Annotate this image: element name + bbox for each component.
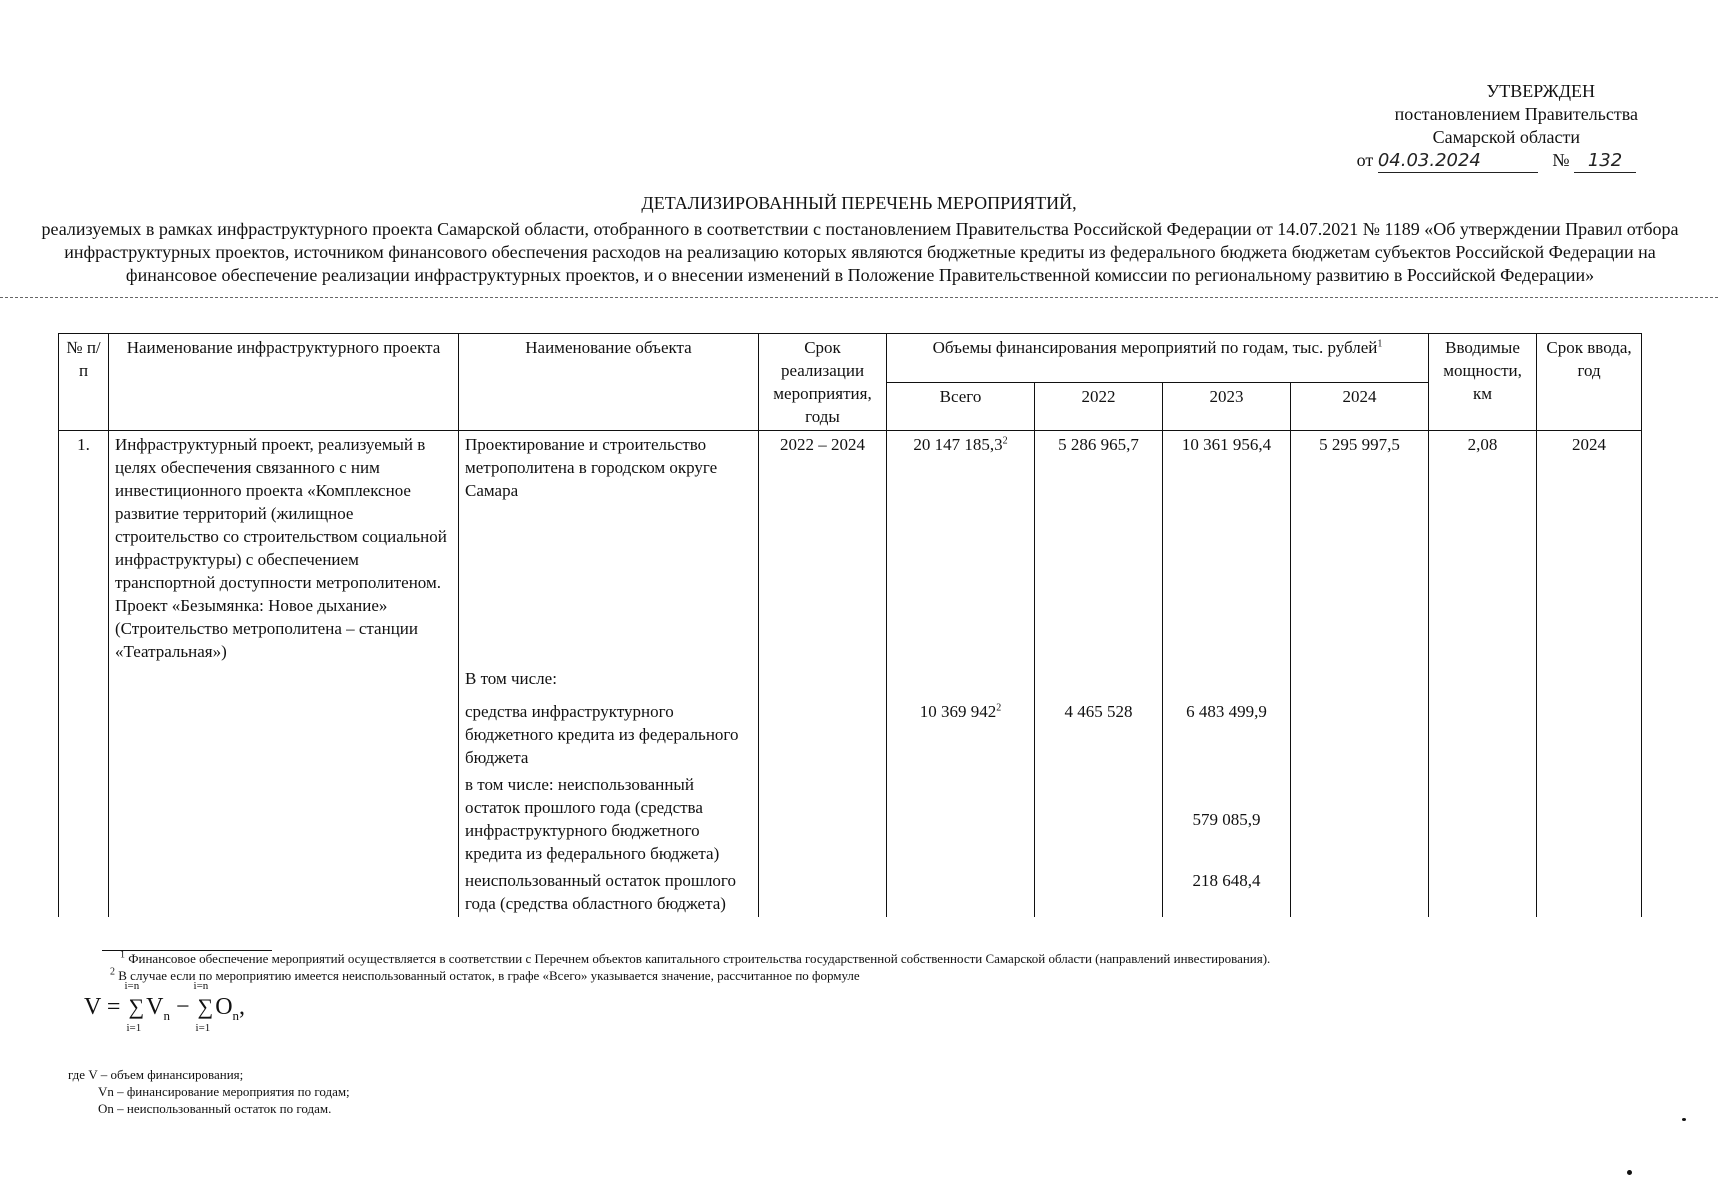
approval-authority: постановлением Правительства — [1394, 104, 1638, 124]
sum-symbol: ∑ i=n i=1 — [193, 980, 214, 1034]
scan-speck — [1627, 1170, 1632, 1175]
row-capacity: 2,08 — [1429, 431, 1537, 666]
header-funding-footnote-ref: 1 — [1377, 338, 1383, 350]
row-object-name: неиспользованный остаток прошлого года (средства областного бюджета) — [459, 867, 759, 917]
legend-line-1: где V – объем финансирования; — [68, 1067, 244, 1082]
row-2023: 6 483 499,9 — [1163, 692, 1291, 771]
row-object-name: средства инфраструктурного бюджетного кредита из федерального бюджета — [459, 692, 759, 771]
formula-term-o-sub: n — [232, 1007, 240, 1023]
including-label: В том числе: — [459, 665, 759, 692]
formula-legend — [68, 1066, 350, 1117]
approval-region: Самарской области — [1432, 127, 1580, 147]
formula-term-o: O — [215, 994, 233, 1020]
legend-line-3: On – неиспользованный остаток по годам. — [98, 1101, 332, 1116]
row-total-value: 20 147 185,3 — [913, 435, 1003, 454]
footnote-1-marker: 1 — [120, 949, 125, 961]
row-total-footnote-ref: 2 — [1002, 435, 1008, 447]
sum-symbol: ∑ i=n i=1 — [124, 980, 145, 1034]
sum-lower-limit: i=1 — [126, 1022, 142, 1034]
formula-lhs: V = — [84, 994, 121, 1020]
header-commissioning: Срок ввода, год — [1537, 334, 1642, 431]
footnote-1-text: Финансовое обеспечение мероприятий осуществляется в соответствии с Перечнем объектов капитального строительства государственной собственности Самарской области (направлений инвестирования). — [128, 951, 1271, 966]
approval-number-label: № — [1552, 150, 1570, 170]
row-object-name: Проектирование и строительство метрополитена в городском округе Самара — [459, 431, 759, 666]
row-num: 1. — [59, 431, 109, 666]
formula-comma: , — [239, 994, 246, 1020]
header-capacity: Вводимые мощности, км — [1429, 334, 1537, 431]
table-row — [59, 867, 1642, 917]
row-total — [887, 692, 1035, 771]
approval-from-label: от — [1356, 150, 1374, 170]
formula-term-v: V — [146, 994, 164, 1020]
scan-speck — [1682, 1118, 1686, 1121]
formula — [84, 980, 246, 1034]
formula-minus: − — [175, 994, 190, 1020]
header-funding — [887, 334, 1429, 383]
header-2023: 2023 — [1163, 382, 1291, 431]
approval-date-line — [1250, 149, 1650, 173]
approval-date: 04.03.2024 — [1378, 149, 1538, 173]
row-2022: 4 465 528 — [1035, 692, 1163, 771]
row-2024: 5 295 997,5 — [1291, 431, 1429, 666]
header-2024: 2024 — [1291, 382, 1429, 431]
footnote-2-marker: 2 — [110, 966, 115, 978]
row-term: 2022 – 2024 — [759, 431, 887, 666]
row-object-name: в том числе: неиспользованный остаток прошлого года (средства инфраструктурного бюджетного кредита из федерального бюджета) — [459, 771, 759, 867]
header-2022: 2022 — [1035, 382, 1163, 431]
measures-table — [58, 333, 1642, 917]
header-term: Срок реализации мероприятия, годы — [759, 334, 887, 431]
header-object: Наименование объекта — [459, 334, 759, 431]
approval-number: 132 — [1574, 149, 1636, 173]
sum-upper-limit: i=n — [124, 980, 140, 992]
sum-lower-limit: i=1 — [195, 1022, 211, 1034]
header-num: № п/п — [59, 334, 109, 431]
footnote-2 — [70, 967, 1570, 984]
table-row — [59, 692, 1642, 771]
document-title: ДЕТАЛИЗИРОВАННЫЙ ПЕРЕЧЕНЬ МЕРОПРИЯТИЙ, — [641, 193, 1077, 213]
row-commissioning: 2024 — [1537, 431, 1642, 666]
scan-dashed-line — [0, 297, 1718, 299]
table-row — [59, 771, 1642, 867]
row-2023: 218 648,4 — [1163, 867, 1291, 917]
approval-title: УТВЕРЖДЕН — [1486, 81, 1595, 101]
header-project: Наименование инфраструктурного проекта — [109, 334, 459, 431]
header-total: Всего — [887, 382, 1035, 431]
row-total — [887, 431, 1035, 666]
header-funding-text: Объемы финансирования мероприятий по годам, тыс. рублей — [932, 338, 1378, 357]
footnotes — [70, 950, 1570, 984]
table-row — [59, 665, 1642, 692]
footnote-1 — [70, 950, 1570, 967]
row-project-name: Инфраструктурный проект, реализуемый в целях обеспечения связанного с ним инвестиционного проекта «Комплексное развитие территорий (жилищное строительство со строительством социальной инфраструктуры) с обеспечением транспортной доступности метрополитеном. Проект «Безымянка: Новое дыхание» (Строительство метрополитена – станции «Театральная») — [109, 431, 459, 666]
formula-term-v-sub: n — [163, 1007, 170, 1023]
footnote-2-text: В случае если по мероприятию имеется неиспользованный остаток, в графе «Всего» указывается значение, рассчитанное по формуле — [118, 968, 860, 983]
sum-upper-limit: i=n — [193, 980, 209, 992]
row-2023: 10 361 956,4 — [1163, 431, 1291, 666]
row-total-footnote-ref: 2 — [996, 702, 1002, 714]
row-total-value: 10 369 942 — [919, 702, 997, 721]
legend-line-2: Vn – финансирование мероприятия по годам; — [98, 1084, 350, 1099]
table-row — [59, 431, 1642, 666]
row-2022: 5 286 965,7 — [1035, 431, 1163, 666]
document-subtitle: реализуемых в рамках инфраструктурного проекта Самарской области, отобранного в соответствии с постановлением Правительства Российской Федерации от 14.07.2021 № 1189 «Об утверждении Правил отбора инфраструктурных проектов, источником финансового обеспечения расходов на реализацию которых являются бюджетные кредиты из федерального бюджета бюджетам субъектов Российской Федерации на финансовое обеспечение реализации инфраструктурных проектов, и о внесении изменений в Положение Правительственной комиссии по региональному развитию в Российской Федерации» — [41, 219, 1679, 285]
approval-stamp — [1250, 80, 1650, 173]
row-2023: 579 085,9 — [1163, 771, 1291, 867]
